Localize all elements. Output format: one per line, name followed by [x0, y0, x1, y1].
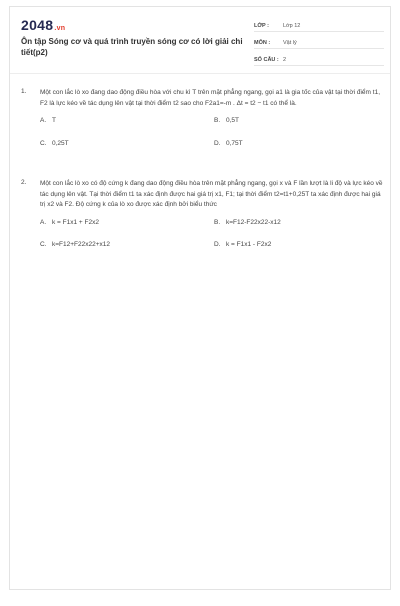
meta-label: MÔN :	[254, 40, 271, 46]
meta-label: LỚP :	[254, 23, 269, 29]
question-number: 2.	[21, 179, 27, 186]
option-text: k = F1x1 - F2x2	[226, 240, 272, 248]
question-2	[21, 179, 383, 255]
question-number: 1.	[21, 88, 27, 95]
option-c[interactable]	[40, 241, 110, 248]
meta-label: SỐ CÂU :	[254, 57, 279, 63]
question-text: Một con lắc lò xo đang dao động điều hòa với chu kì T trên mặt phẳng ngang, gọi a1 là gia tốc của vật tại thời điểm t1, F2 là lực kéo về tác dụng lên vật tại thời điểm t2 sao cho F2a1=-m . Δt = t2 − t1 có thể là.	[40, 89, 380, 107]
option-d[interactable]	[214, 140, 243, 147]
option-text: 0,25T	[52, 140, 69, 147]
meta-value: Vật lý	[283, 40, 297, 46]
worksheet-page	[9, 6, 391, 590]
question-options	[40, 117, 383, 153]
header-divider	[10, 73, 390, 74]
option-letter: A.	[40, 218, 47, 226]
logo-main: 2048	[21, 17, 54, 33]
option-text: 0,5T	[226, 117, 240, 124]
option-c[interactable]	[40, 140, 69, 147]
meta-value: 2	[283, 57, 287, 63]
option-text: k=F12-F22x22-x12	[226, 218, 281, 226]
site-logo[interactable]	[21, 17, 65, 33]
page-header	[10, 7, 390, 69]
option-d[interactable]	[214, 241, 271, 248]
option-b[interactable]	[214, 219, 281, 226]
option-letter: C.	[40, 140, 47, 147]
question-options	[40, 219, 383, 255]
meta-info	[254, 17, 384, 68]
option-text: k=F12+F22x22+x12	[52, 240, 110, 248]
option-letter: D.	[214, 240, 221, 248]
question-text: Một con lắc lò xo có độ cứng k đang dao động điều hòa trên mặt phẳng ngang, gọi x và F lần lượt là li độ và lực kéo về tác dụng lên vật. Tại thời điểm t1 ta xác định được hai giá trị x1, F1; tại thời điểm t2=t1+0,25T ta xác định được hai giá trị x2 và F2. Độ cứng k của lò xo được xác định bởi biểu thức	[40, 180, 383, 208]
option-text: k = F1x1 + F2x2	[52, 218, 99, 226]
meta-row-count	[254, 51, 384, 66]
logo-suffix: .vn	[54, 25, 66, 32]
meta-row-subject	[254, 34, 384, 49]
option-b[interactable]	[214, 117, 239, 124]
option-letter: B.	[214, 117, 221, 124]
option-a[interactable]	[40, 219, 99, 226]
option-text: T	[52, 117, 56, 124]
meta-row-class	[254, 17, 384, 32]
question-1	[21, 88, 383, 153]
option-a[interactable]	[40, 117, 56, 124]
option-letter: A.	[40, 117, 47, 124]
option-letter: B.	[214, 218, 221, 226]
option-letter: D.	[214, 140, 221, 147]
option-letter: C.	[40, 240, 47, 248]
option-text: 0,75T	[226, 140, 243, 147]
meta-value: Lớp 12	[283, 23, 301, 29]
worksheet-title: Ôn tập Sóng cơ và quá trình truyền sóng cơ có lời giải chi tiết(p2)	[21, 37, 243, 57]
